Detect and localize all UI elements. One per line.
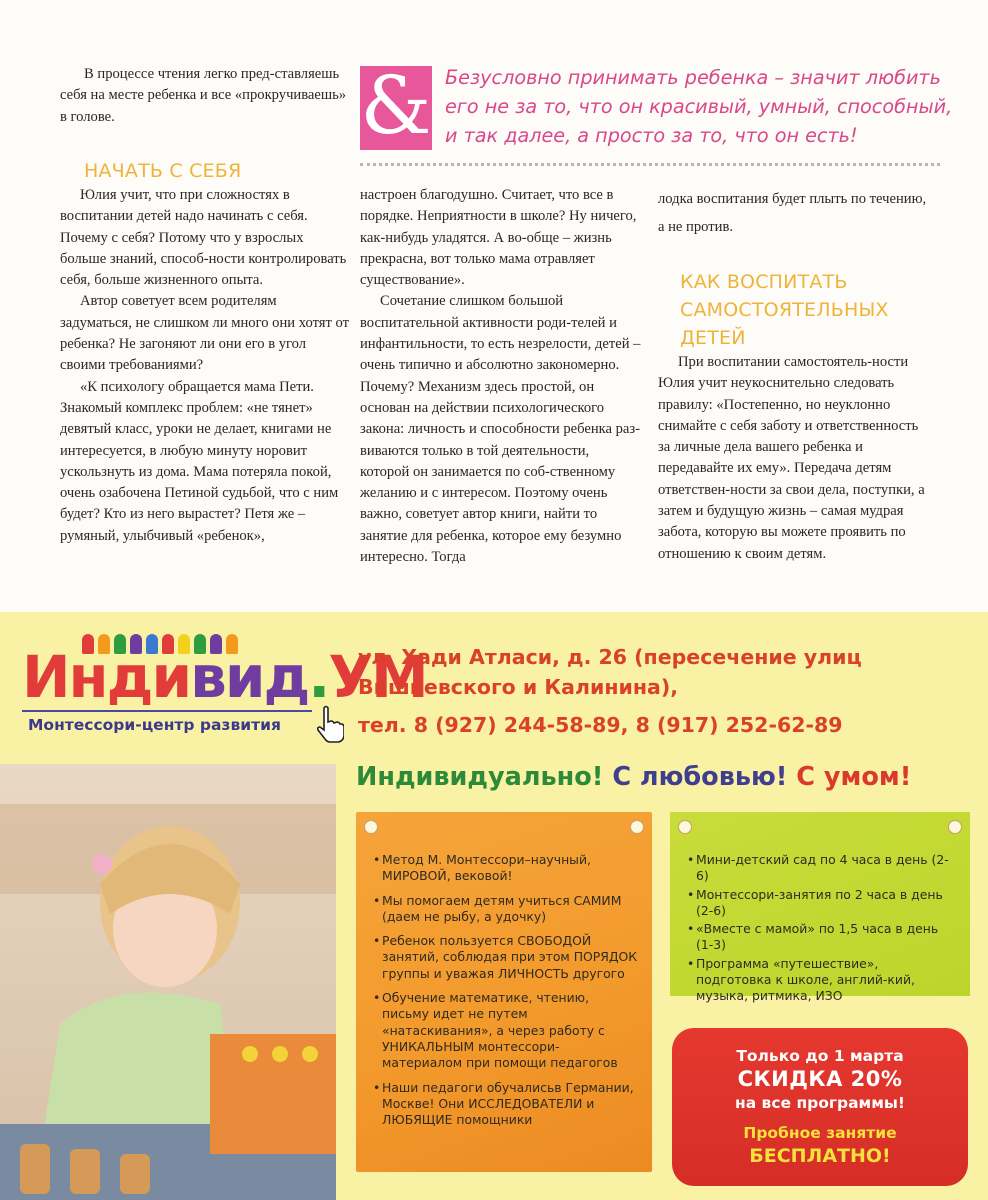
pull-quote: Безусловно принимать ребенка – значит любить его не за то, что он красивый, умный, способный, и так далее, а просто за то, что он есть! (445, 66, 953, 147)
ampersand-box (360, 59, 432, 152)
column-1 (60, 185, 350, 547)
logo-part: . (308, 643, 329, 711)
programs-list (687, 852, 956, 1005)
paragraph: «К психологу обращается мама Пети. Знакомый комплекс проблем: «не тянет» девятый класс, уроки не делает, книгами не интересуется, в любую минуту норовит ускользнуть из дома. Мама потеряла покой, очень озабочена Петиной судьбой, что с ним будет? Кто из него вырастет? Петя же – румяный, улыбчивый «ребенок», (60, 378, 339, 544)
list-item: • Обучение математике, чтению, письму идет не путем «натаскивания», а через работу с УНИКАЛЬНЫМ монтессори-материалом при помощи педагогов (373, 990, 638, 1071)
list-item: • Мы помогаем детям учиться САМИМ (даем не рыбу, а удочку) (373, 893, 638, 926)
logo-part: УМ (328, 643, 427, 711)
paragraph: При воспитании самостоятель-ности Юлия учит неукоснительно следовать правилу: «Постепенно, но неуклонно снимайте с себя заботу и ответственность за личные дела вашего ребенка и передавайте их ему». Передача детям ответствен-ности за свои дела, поступки, а затем и будущую жизнь – самая мудрая забота, которую вы можете проявить по отношению к своим детям. (658, 354, 925, 562)
column-2 (360, 185, 642, 568)
divider (360, 163, 940, 166)
list-item: • Метод М. Монтессори–научный, МИРОВОЙ, вековой! (373, 852, 638, 885)
column-1-intro (60, 64, 350, 128)
list-item: • Ребенок пользуется СВОБОДОЙ занятий, соблюдая при этом ПОРЯДОК группы и уважая ЛИЧНОСТЬ другого (373, 933, 638, 982)
paragraph: Автор советует всем родителям задуматься, не слишком ли много они хотят от ребенка? Не загоняют ли они его в угол своими требованиями? (60, 293, 349, 374)
advertisement (0, 612, 988, 1200)
heading-raise-independent: КАК ВОСПИТАТЬ САМОСТОЯТЕЛЬНЫХ ДЕТЕЙ (680, 271, 889, 349)
logo-part: вид (190, 643, 309, 711)
pushpin-icon (630, 820, 644, 834)
logo-part: Инди (22, 643, 191, 711)
child-photo (0, 764, 336, 1200)
paragraph: лодка воспитания будет плыть по течению, а не против. (658, 191, 927, 235)
column-3 (658, 352, 933, 565)
green-note (670, 812, 970, 1004)
promo-trial: Пробное занятие (743, 1124, 897, 1142)
list-item: • Мини-детский сад по 4 часа в день (2-6) (687, 852, 956, 885)
column-3-top (658, 185, 933, 241)
phone-numbers: тел. 8 (927) 244-58-89, 8 (917) 252-62-89 (358, 713, 843, 737)
slogan (356, 760, 976, 794)
promo-scope: на все программы! (734, 1094, 905, 1112)
logo-subtitle: Монтессори-центр развития (22, 710, 312, 740)
heading-start-with-self: НАЧАТЬ С СЕБЯ (84, 160, 242, 182)
paragraph: Сочетание слишком большой воспитательной активности роди-телей и инфантильности, то есть незрелости, детей – очень типично и абсолютно закономерно. Почему? Механизм здесь простой, он основан на действии психологического закона: личность и способности ребенка раз-виваются только в той деятельности, которой он занимается по соб-ственному желанию и с интересом. Поэтому очень важно, советует автор книги, найти то занятие для ребенка, которое ему безумно интересно. Тогда (360, 293, 641, 566)
method-list (373, 852, 638, 1128)
slogan-with-mind: С умом! (796, 762, 912, 792)
pushpin-icon (948, 820, 962, 834)
intro-paragraph: В процессе чтения легко пред-ставляешь себя на месте ребенка и все «прокручиваешь» в голове. (60, 66, 347, 125)
list-item: • Программа «путешествие», подготовка к школе, англий-кий, музыка, ритмика, ИЗО (687, 956, 956, 1005)
pointing-hand-icon (312, 704, 344, 744)
list-item: • Монтессори-занятия по 2 часа в день (2-6) (687, 887, 956, 920)
paragraph: настроен благодушно. Считает, что все в порядке. Неприятности в школе? Ну ничего, как-нибудь уладятся. А во-обще – жизнь прекрасна, вот только мама отравляет существование». (360, 187, 637, 289)
list-item: • Наши педагоги обучалисьв Германии, Москве! Они ИССЛЕДОВАТЕЛИ и ЛЮБЯЩИЕ помощники (373, 1080, 638, 1129)
pushpin-icon (364, 820, 378, 834)
promo-free: БЕСПЛАТНО! (749, 1145, 891, 1167)
ampersand-icon: & (360, 59, 432, 152)
slogan-with-love: С любовью! (612, 762, 788, 792)
discount-promo (672, 1028, 968, 1186)
logo (22, 642, 427, 712)
orange-note (356, 812, 652, 1172)
pushpin-icon (678, 820, 692, 834)
paragraph: Юлия учит, что при сложностях в воспитании детей надо начинать с себя. Почему с себя? Потому что у взрослых больше знаний, способ-ности контролировать себя, больше жизненного опыта. (60, 187, 347, 289)
promo-discount: СКИДКА 20% (737, 1067, 903, 1091)
slogan-individually: Индивидуально! (356, 762, 604, 792)
list-item: • «Вместе с мамой» по 1,5 часа в день (1-3) (687, 921, 956, 954)
promo-deadline: Только до 1 марта (736, 1047, 904, 1065)
address: ул. Хади Атласи, д. 26 (пересечение улиц Вишневского и Калинина), (358, 645, 862, 699)
